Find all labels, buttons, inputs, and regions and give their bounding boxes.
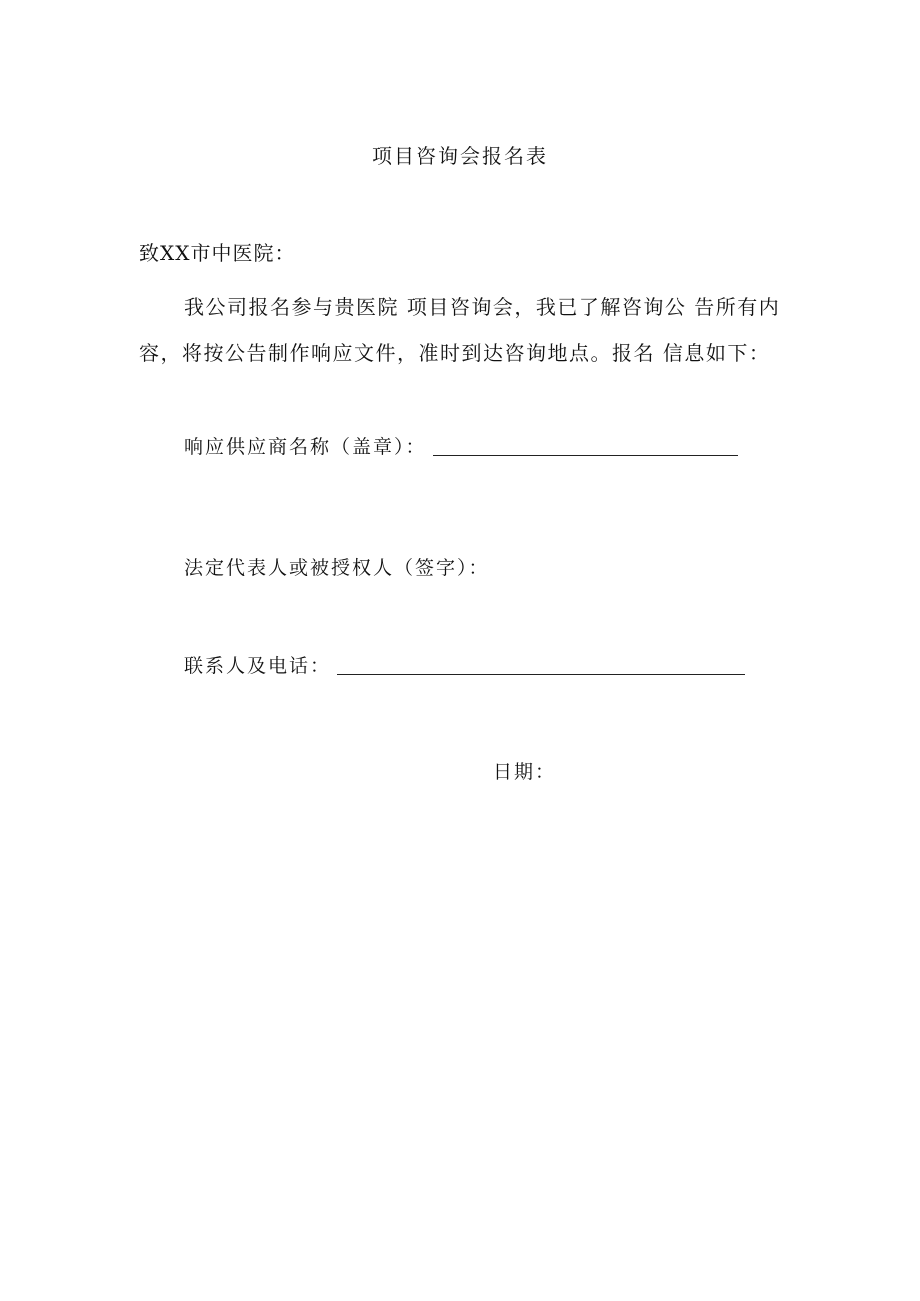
document-title: 项目咨询会报名表	[372, 144, 548, 168]
contact-field	[184, 651, 745, 678]
supplier-name-field	[184, 432, 738, 459]
legal-representative-label: 法定代表人或被授权人（签字）：	[184, 557, 490, 579]
contact-blank-line	[337, 673, 745, 675]
legal-representative-field	[184, 553, 490, 580]
supplier-name-blank-line	[433, 454, 738, 456]
salutation: 致XX市中医院：	[139, 241, 296, 265]
contact-label: 联系人及电话：	[184, 655, 332, 677]
body-paragraph: 我公司报名参与贵医院 项目咨询会，我已了解咨询公 告所有内容，将按公告制作响应文件，准时到达咨询地点。报名 信息如下：	[139, 295, 781, 365]
date-label: 日期：	[493, 761, 557, 783]
supplier-name-label: 响应供应商名称（盖章）：	[184, 436, 427, 458]
